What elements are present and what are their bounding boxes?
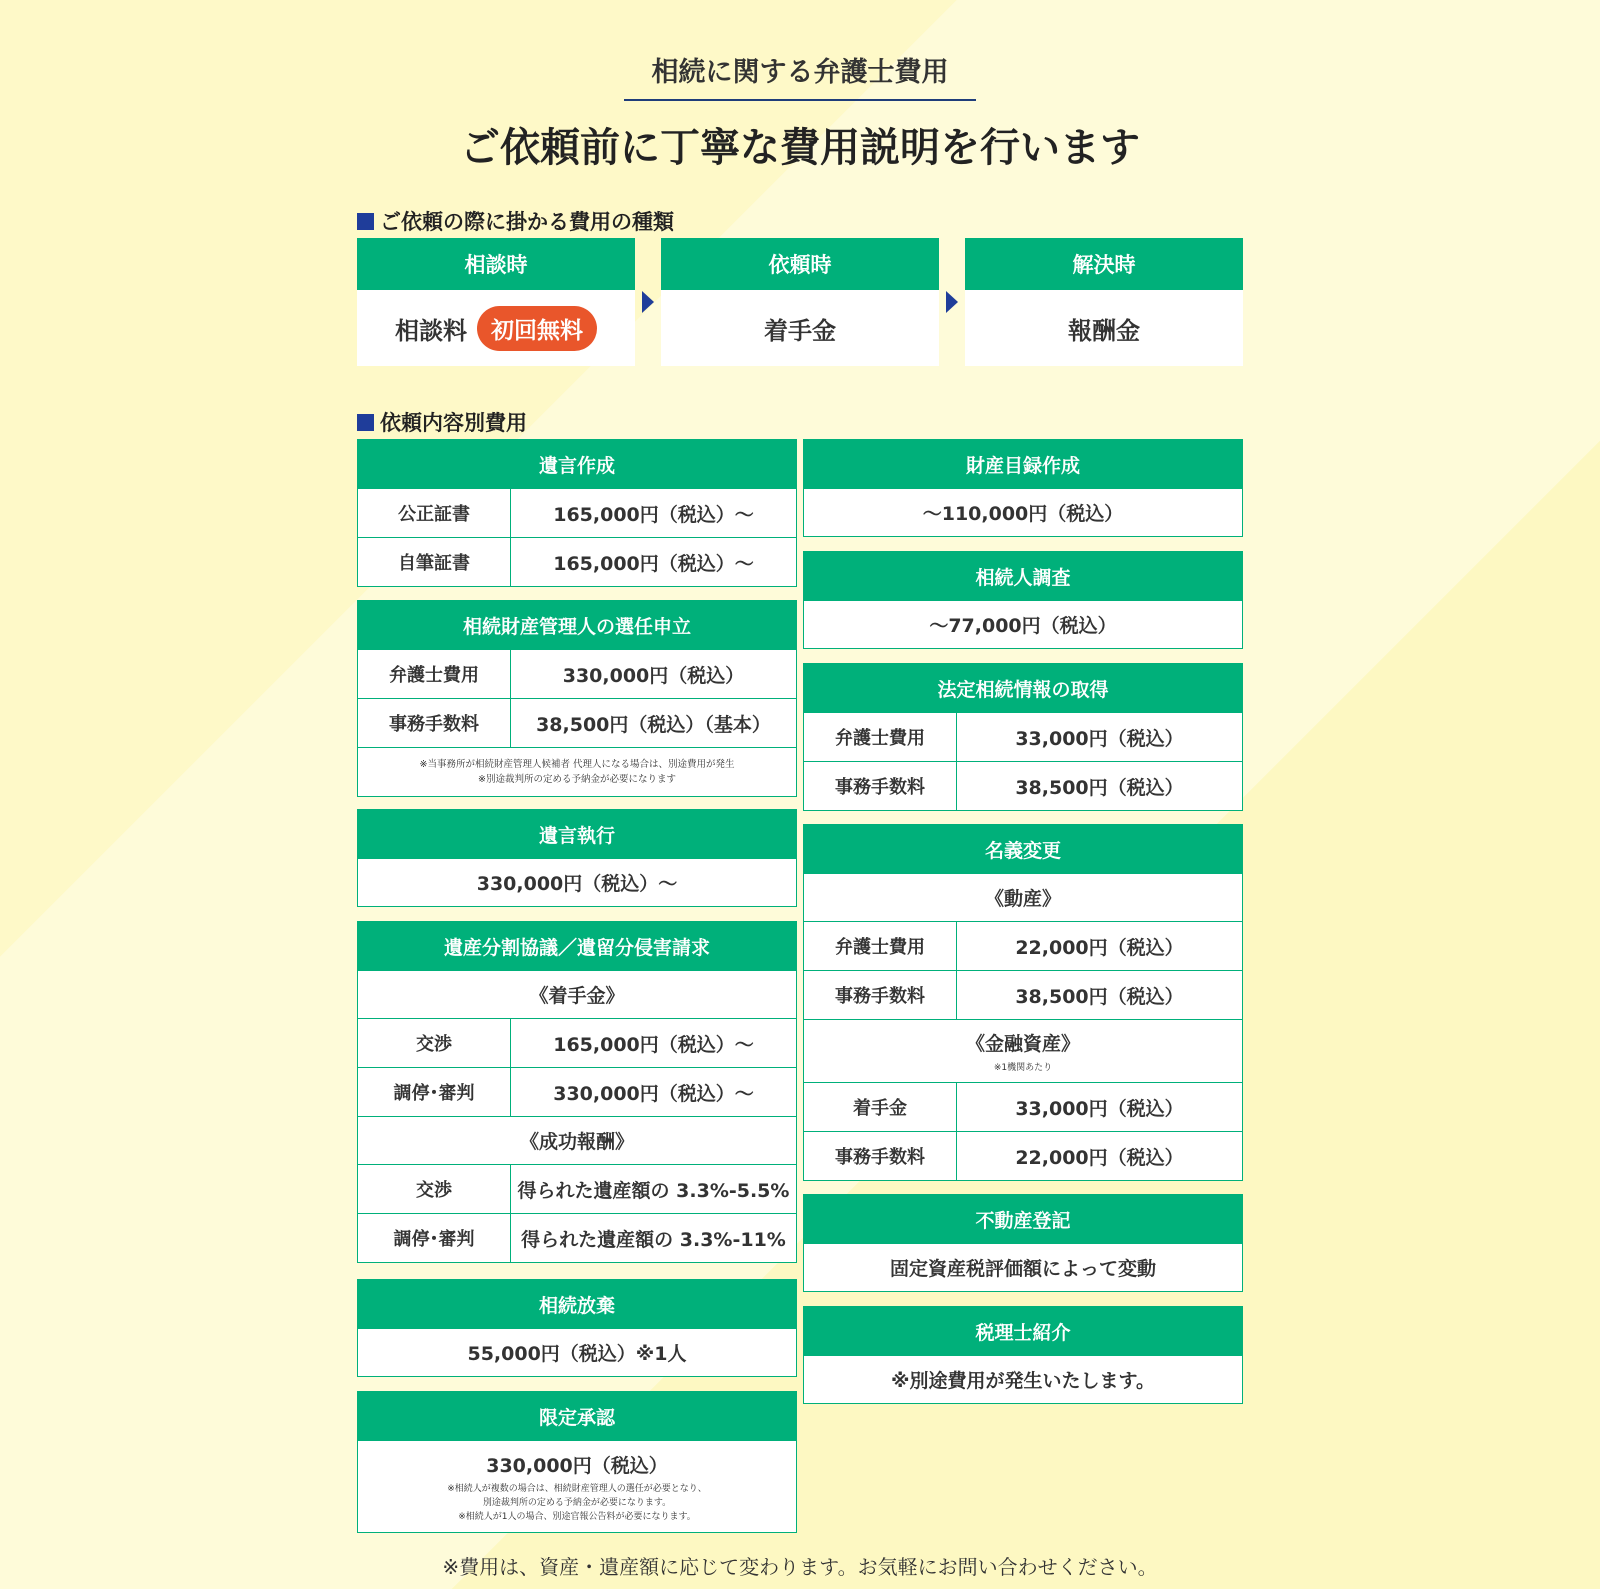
section-title-details-text: 依頼内容別費用 bbox=[380, 411, 527, 435]
card-name-change bbox=[803, 824, 1243, 1181]
row-label: 事務手数料 bbox=[358, 699, 511, 747]
table-row bbox=[804, 970, 1242, 1019]
row-label: 弁護士費用 bbox=[358, 650, 511, 698]
card-execution-title: 遺言執行 bbox=[358, 810, 796, 858]
table-row bbox=[358, 537, 796, 586]
stage-resolution-head: 解決時 bbox=[965, 238, 1243, 290]
section-title-details bbox=[357, 407, 527, 437]
free-badge: 初回無料 bbox=[477, 306, 597, 351]
page-subtitle: 相続に関する弁護士費用 bbox=[651, 57, 949, 88]
card-real-estate-title: 不動産登記 bbox=[804, 1195, 1242, 1243]
sub-head-financial-text: 《金融資産》 bbox=[965, 1033, 1080, 1055]
note-line: ※別途裁判所の定める予納金が必要になります bbox=[478, 774, 676, 785]
card-limited-body bbox=[358, 1440, 796, 1532]
row-value: 38,500円（税込） bbox=[1015, 776, 1184, 799]
card-inventory bbox=[803, 439, 1243, 537]
row-label: 交渉 bbox=[358, 1165, 511, 1213]
row-label: 弁護士費用 bbox=[804, 922, 957, 970]
row-value: 165,000円（税込）～ bbox=[553, 503, 754, 526]
row-label: 調停･審判 bbox=[358, 1214, 511, 1262]
note-line: ※当事務所が相続財産管理人候補者 代理人になる場合は、別途費用が発生 bbox=[419, 759, 735, 770]
stage-request-body: 着手金 bbox=[764, 316, 836, 345]
table-row bbox=[358, 1067, 796, 1116]
table-row bbox=[358, 1018, 796, 1067]
card-limited-title: 限定承認 bbox=[358, 1392, 796, 1440]
table-row bbox=[358, 698, 796, 747]
sub-head-financial bbox=[804, 1019, 1242, 1082]
table-row bbox=[804, 1131, 1242, 1180]
row-label: 着手金 bbox=[804, 1083, 957, 1131]
card-renounce-title: 相続放棄 bbox=[358, 1280, 796, 1328]
row-value: 22,000円（税込） bbox=[1015, 936, 1184, 959]
stage-request bbox=[661, 238, 939, 366]
table-row bbox=[358, 1164, 796, 1213]
table-row bbox=[358, 488, 796, 537]
row-label: 調停･審判 bbox=[358, 1068, 511, 1116]
card-limited-value: 330,000円（税込） bbox=[486, 1455, 668, 1477]
table-row bbox=[358, 649, 796, 698]
row-label: 事務手数料 bbox=[804, 762, 957, 810]
card-real-estate-value: 固定資産税評価額によって変動 bbox=[804, 1243, 1242, 1291]
card-will bbox=[357, 439, 797, 587]
stage-request-head: 依頼時 bbox=[661, 238, 939, 290]
card-name-change-title: 名義変更 bbox=[804, 825, 1242, 873]
card-estate-admin bbox=[357, 600, 797, 797]
sub-head-financial-note: ※1機関あたり bbox=[993, 1063, 1053, 1073]
sub-head-success: 《成功報酬》 bbox=[358, 1116, 796, 1164]
card-tax-advisor bbox=[803, 1306, 1243, 1404]
card-heir-survey bbox=[803, 551, 1243, 649]
footer-note: ※費用は、資産・遺産額に応じて変わります。お気軽にお問い合わせください。 bbox=[442, 1555, 1158, 1579]
card-legal-info bbox=[803, 663, 1243, 811]
card-limited bbox=[357, 1391, 797, 1533]
sub-head-retainer: 《着手金》 bbox=[358, 970, 796, 1018]
row-value: 得られた遺産額の 3.3%-11% bbox=[521, 1228, 786, 1251]
subtitle-underline bbox=[624, 99, 976, 101]
row-value: 得られた遺産額の 3.3%-5.5% bbox=[517, 1179, 790, 1202]
stage-consultation bbox=[357, 238, 635, 366]
card-execution bbox=[357, 809, 797, 907]
row-label: 事務手数料 bbox=[804, 971, 957, 1019]
table-row bbox=[804, 712, 1242, 761]
row-label: 弁護士費用 bbox=[804, 713, 957, 761]
row-value: 22,000円（税込） bbox=[1015, 1146, 1184, 1169]
card-tax-advisor-value: ※別途費用が発生いたします。 bbox=[804, 1355, 1242, 1403]
row-label: 公正証書 bbox=[358, 489, 511, 537]
note-line: ※相続人が1人の場合、別途官報公告料が必要になります。 bbox=[458, 1512, 696, 1522]
card-heir-survey-value: ～77,000円（税込） bbox=[804, 600, 1242, 648]
card-renounce-value: 55,000円（税込）※1人 bbox=[358, 1328, 796, 1376]
card-division bbox=[357, 921, 797, 1263]
table-row bbox=[804, 761, 1242, 810]
stage-consultation-label: 相談料 bbox=[395, 316, 467, 345]
square-bullet-icon bbox=[357, 414, 374, 431]
row-value: 165,000円（税込）～ bbox=[553, 1033, 754, 1056]
arrow-right-icon bbox=[642, 291, 654, 313]
note-line: 別途裁判所の定める予納金が必要になります。 bbox=[482, 1498, 672, 1508]
note-line: ※相続人が複数の場合は、相続財産管理人の選任が必要となり、 bbox=[447, 1484, 707, 1494]
table-row bbox=[804, 1082, 1242, 1131]
stage-consultation-head: 相談時 bbox=[357, 238, 635, 290]
stage-consultation-body bbox=[357, 290, 635, 366]
section-title-types bbox=[357, 206, 674, 236]
card-division-title: 遺産分割協議／遺留分侵害請求 bbox=[358, 922, 796, 970]
card-execution-value: 330,000円（税込）～ bbox=[358, 858, 796, 906]
card-tax-advisor-title: 税理士紹介 bbox=[804, 1307, 1242, 1355]
section-title-types-text: ご依頼の際に掛かる費用の種類 bbox=[380, 210, 674, 234]
table-row bbox=[804, 921, 1242, 970]
card-limited-notes bbox=[358, 1482, 796, 1524]
stage-resolution bbox=[965, 238, 1243, 366]
row-label: 事務手数料 bbox=[804, 1132, 957, 1180]
card-legal-info-title: 法定相続情報の取得 bbox=[804, 664, 1242, 712]
row-value: 330,000円（税込） bbox=[562, 664, 745, 687]
row-value: 38,500円（税込）（基本） bbox=[536, 713, 771, 736]
row-value: 330,000円（税込）～ bbox=[553, 1082, 754, 1105]
card-will-title: 遺言作成 bbox=[358, 440, 796, 488]
sub-head-movable: 《動産》 bbox=[804, 873, 1242, 921]
card-inventory-title: 財産目録作成 bbox=[804, 440, 1242, 488]
card-real-estate bbox=[803, 1194, 1243, 1292]
square-bullet-icon bbox=[357, 213, 374, 230]
arrow-right-icon bbox=[946, 291, 958, 313]
row-label: 交渉 bbox=[358, 1019, 511, 1067]
row-value: 165,000円（税込）～ bbox=[553, 552, 754, 575]
card-note bbox=[358, 747, 796, 796]
row-value: 33,000円（税込） bbox=[1015, 1097, 1184, 1120]
card-inventory-value: ～110,000円（税込） bbox=[804, 488, 1242, 536]
table-row bbox=[358, 1213, 796, 1262]
page-title: ご依頼前に丁寧な費用説明を行います bbox=[460, 125, 1140, 171]
card-renounce bbox=[357, 1279, 797, 1377]
row-value: 33,000円（税込） bbox=[1015, 727, 1184, 750]
stage-resolution-body: 報酬金 bbox=[1068, 316, 1140, 345]
card-estate-admin-title: 相続財産管理人の選任申立 bbox=[358, 601, 796, 649]
row-label: 自筆証書 bbox=[358, 538, 511, 586]
card-heir-survey-title: 相続人調査 bbox=[804, 552, 1242, 600]
row-value: 38,500円（税込） bbox=[1015, 985, 1184, 1008]
